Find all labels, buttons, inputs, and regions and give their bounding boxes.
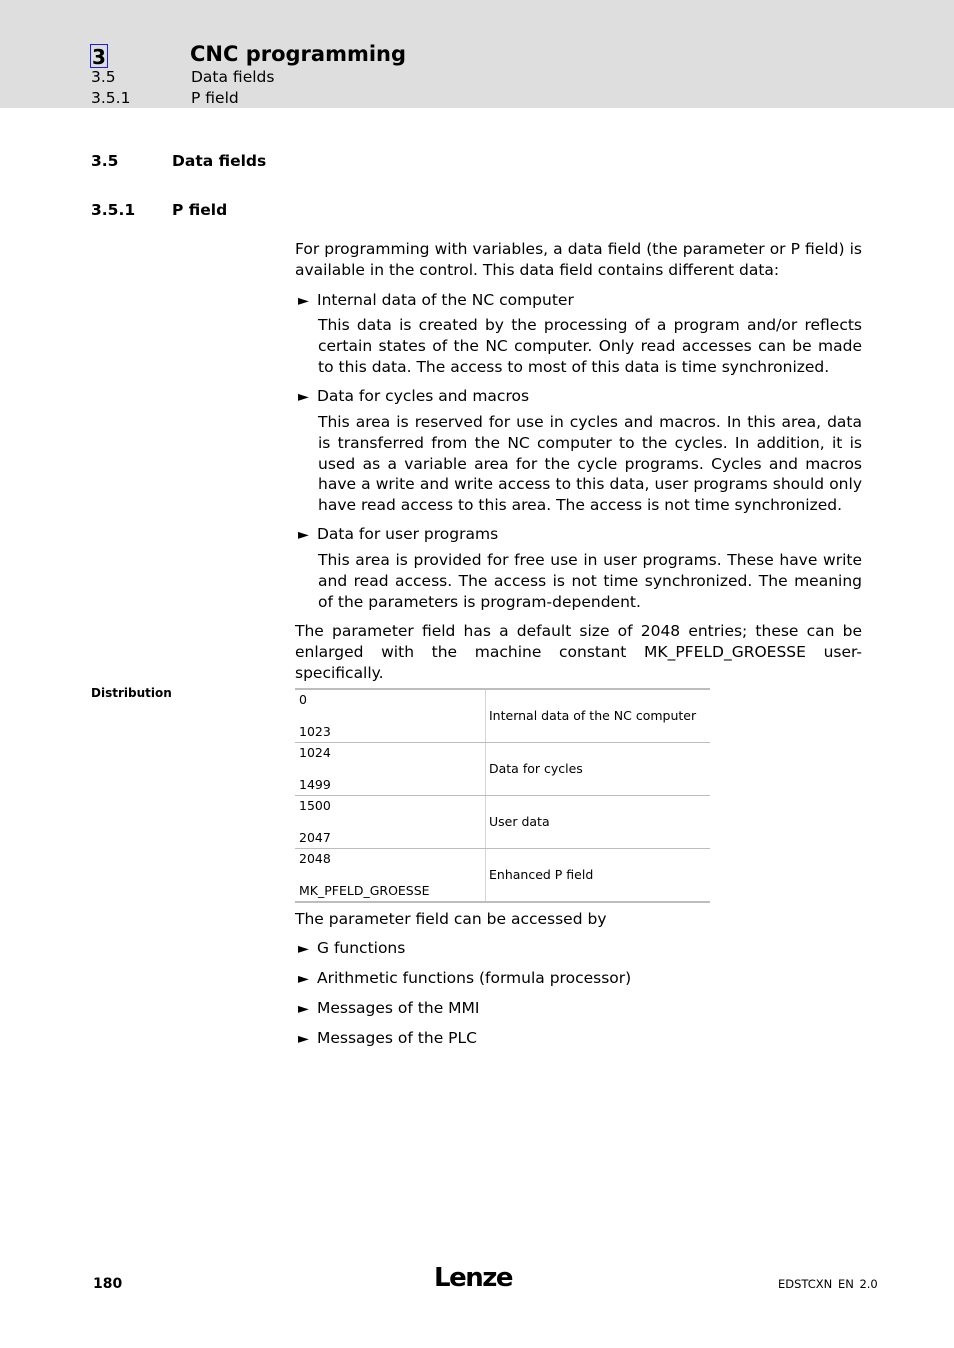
range-cell bbox=[295, 849, 486, 903]
lenze-logo: Lenze bbox=[434, 1263, 512, 1293]
range-cell bbox=[295, 689, 486, 743]
range-end: MK_PFELD_GROESSE bbox=[299, 883, 430, 898]
bullet-arrow-icon: ► bbox=[298, 1001, 309, 1017]
range-end: 1499 bbox=[299, 777, 331, 792]
table-row bbox=[295, 743, 710, 796]
bullet-description: This data is created by the processing of a program and/or reflects certain states of the NC computer. Only read accesses can be made to this data. The access to most of this data is time synchronized. bbox=[318, 316, 862, 376]
bullet-title: Internal data of the NC computer bbox=[317, 291, 574, 309]
range-start: 1024 bbox=[299, 745, 331, 760]
bullet-item bbox=[298, 524, 498, 545]
intro-paragraph: For programming with variables, a data field (the parameter or P field) is available in the control. This data field contains different data: bbox=[295, 240, 862, 279]
bullet-arrow-icon: ► bbox=[298, 293, 309, 309]
bullet-description: This area is provided for free use in user programs. These have write and read access. The access is not time synchronized. The meaning of the parameters is program-dependent. bbox=[318, 551, 862, 611]
access-intro: The parameter field can be accessed by bbox=[295, 910, 607, 928]
access-list-label: Messages of the PLC bbox=[317, 1029, 477, 1047]
range-description: Data for cycles bbox=[486, 743, 711, 796]
range-cell bbox=[295, 743, 486, 796]
bullet-description: This area is reserved for use in cycles and macros. In this area, data is transferred from the NC computer to the cycles. In addition, it is used as a variable area for the cycle programs. Cycles and macros have a write and write access to this data, user programs should only have read access to this area. The access is not time synchronized. bbox=[318, 413, 862, 515]
range-description: Internal data of the NC computer bbox=[486, 689, 711, 743]
header-section-number: 3.5 bbox=[91, 68, 116, 86]
subsection-number: 3.5.1 bbox=[91, 201, 136, 219]
header-subsection-title: P field bbox=[191, 89, 239, 107]
range-start: 2048 bbox=[299, 851, 331, 866]
access-list-item bbox=[298, 998, 480, 1019]
bullet-arrow-icon: ► bbox=[298, 941, 309, 957]
access-list-label: G functions bbox=[317, 939, 406, 957]
bullet-arrow-icon: ► bbox=[298, 389, 309, 405]
bullet-arrow-icon: ► bbox=[298, 971, 309, 987]
range-description: User data bbox=[486, 796, 711, 849]
margin-label: Distribution bbox=[91, 686, 172, 700]
access-list-label: Messages of the MMI bbox=[317, 999, 480, 1017]
section-title: Data fields bbox=[172, 152, 267, 170]
section-number: 3.5 bbox=[91, 152, 119, 170]
access-list-item bbox=[298, 1028, 477, 1049]
range-end: 1023 bbox=[299, 724, 331, 739]
table-row bbox=[295, 689, 710, 743]
header-section-title: Data fields bbox=[191, 68, 275, 86]
page-number: 180 bbox=[93, 1276, 123, 1292]
table-row bbox=[295, 796, 710, 849]
bullet-item bbox=[298, 386, 529, 407]
range-description: Enhanced P field bbox=[486, 849, 711, 903]
header-subsection-number: 3.5.1 bbox=[91, 89, 131, 107]
bullet-item bbox=[298, 290, 574, 311]
bullet-title: Data for cycles and macros bbox=[317, 387, 530, 405]
table-row bbox=[295, 849, 710, 903]
subsection-title: P field bbox=[172, 201, 228, 219]
range-start: 1500 bbox=[299, 798, 331, 813]
access-list-item bbox=[298, 938, 405, 959]
range-start: 0 bbox=[299, 692, 307, 707]
chapter-number-link[interactable]: 3 bbox=[92, 45, 106, 69]
chapter-title: CNC programming bbox=[190, 42, 407, 66]
range-end: 2047 bbox=[299, 830, 331, 845]
bullet-arrow-icon: ► bbox=[298, 527, 309, 543]
range-cell bbox=[295, 796, 486, 849]
bullet-arrow-icon: ► bbox=[298, 1031, 309, 1047]
access-list-item bbox=[298, 968, 631, 989]
bullet-title: Data for user programs bbox=[317, 525, 499, 543]
size-note-paragraph: The parameter field has a default size of 2048 entries; these can be enlarged with the machine constant MK_PFELD_GROESSE user-specifically. bbox=[295, 622, 862, 682]
document-id: EDSTCXN EN 2.0 bbox=[778, 1277, 878, 1291]
access-list-label: Arithmetic functions (formula processor) bbox=[317, 969, 632, 987]
distribution-table bbox=[295, 688, 710, 903]
page-header bbox=[0, 0, 954, 108]
